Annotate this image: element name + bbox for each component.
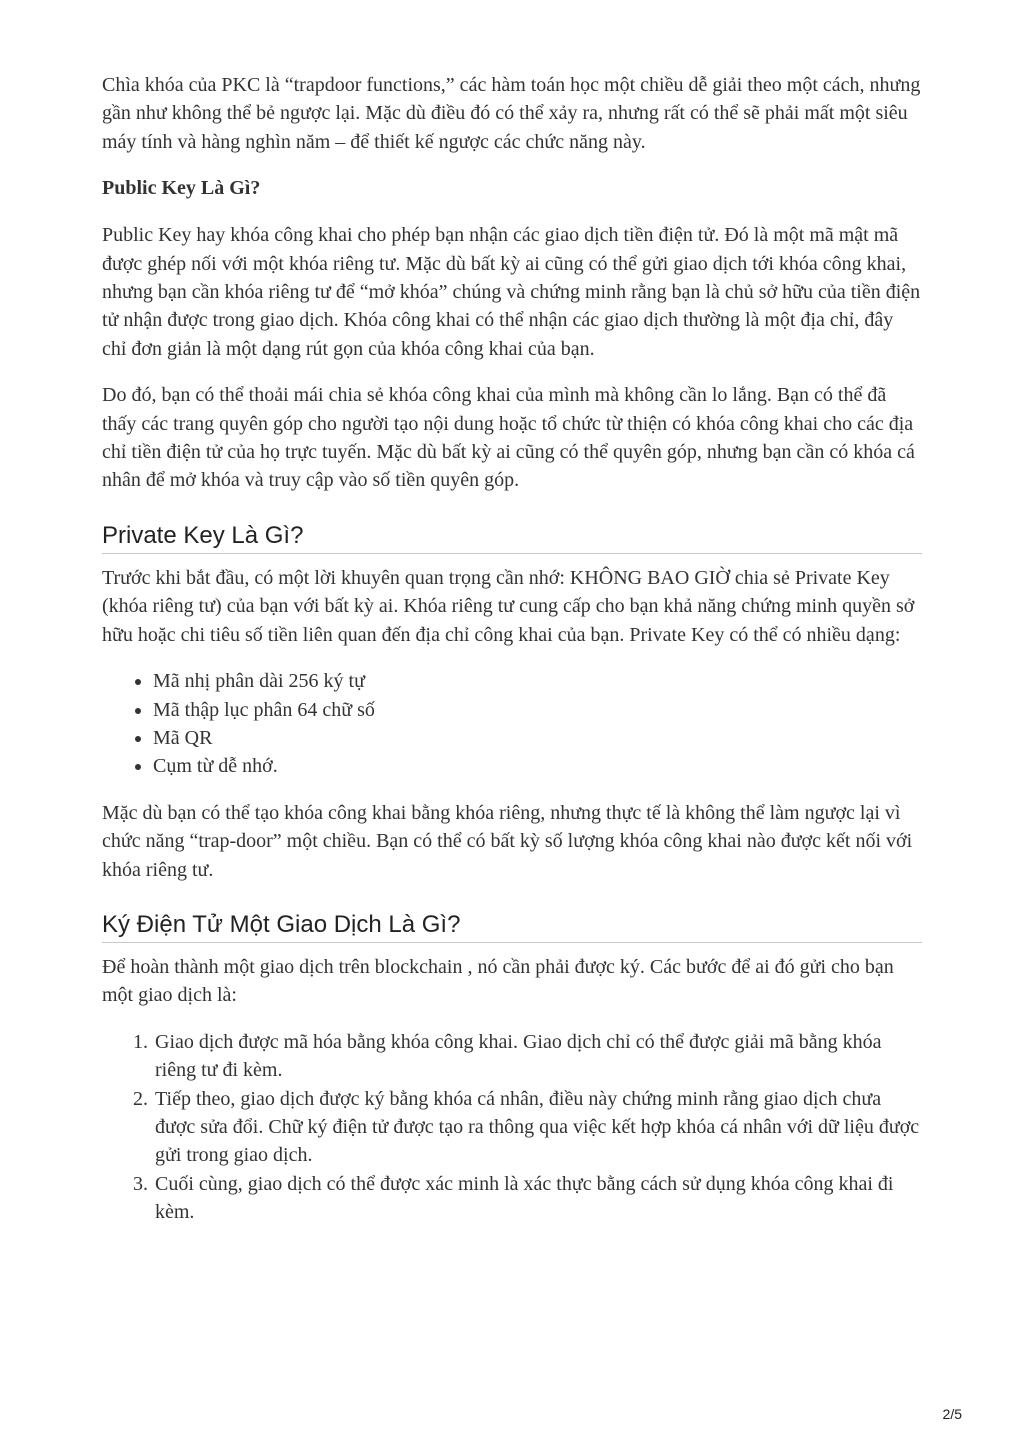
list-item: • Mã thập lục phân 64 chữ số [153,696,922,724]
list-item: 2. Tiếp theo, giao dịch được ký bằng khóa cá nhân, điều này chứng minh rằng giao dịch chưa được sửa đổi. Chữ ký điện tử được tạo ra thông qua việc kết hợp khóa cá nhân với dữ liệu được gửi trong giao dịch. [153,1085,922,1170]
public-key-paragraph-1: Public Key hay khóa công khai cho phép bạn nhận các giao dịch tiền điện tử. Đó là một mã mật mã được ghép nối với một khóa riêng tư. Mặc dù bất kỳ ai cũng có thể gửi giao dịch tới khóa công khai, nhưng bạn cần khóa riêng tư để “mở khóa” chúng và chứng minh rằng bạn là chủ sở hữu của tiền điện tử nhận được trong giao dịch. Khóa công khai có thể nhận các giao dịch thường là một địa chỉ, đây chỉ đơn giản là một dạng rút gọn của khóa công khai của bạn. [102,224,921,360]
private-key-heading: Private Key Là Gì? [102,521,922,554]
public-key-paragraph-2: Do đó, bạn có thể thoải mái chia sẻ khóa công khai của mình mà không cần lo lắng. Bạn có thể đã thấy các trang quyên góp cho người tạo nội dung hoặc tổ chức từ thiện có khóa công khai cho các địa chỉ tiền điện tử của họ trực tuyến. Mặc dù bất kỳ ai cũng có thể quyên góp, nhưng bạn cần có khóa cá nhân để mở khóa và truy cập vào số tiền quyên góp. [102,384,915,492]
list-item: • Mã nhị phân dài 256 ký tự [153,667,922,695]
private-key-paragraph-2: Mặc dù bạn có thể tạo khóa công khai bằng khóa riêng, nhưng thực tế là không thể làm ngược lại vì chức năng “trap-door” một chiều. Bạn có thể có bất kỳ số lượng khóa công khai nào được kết nối với khóa riêng tư. [102,801,913,881]
public-key-heading: Public Key Là Gì? [102,177,261,200]
page-number: 2/5 [942,1406,962,1422]
private-key-paragraph-1: Trước khi bắt đầu, có một lời khuyên quan trọng cần nhớ: KHÔNG BAO GIỜ chia sẻ Private Key (khóa riêng tư) của bạn với bất kỳ ai. Khóa riêng tư cung cấp cho bạn khả năng chứng minh quyền sở hữu hoặc chi tiêu số tiền liên quan đến địa chỉ công khai của bạn. Private Key có thể có nhiều dạng: [102,566,915,646]
signing-steps-list [102,1028,922,1227]
signing-paragraph: Để hoàn thành một giao dịch trên blockchain , nó cần phải được ký. Các bước để ai đó gửi cho bạn một giao dịch là: [102,955,894,1007]
list-item: 3. Cuối cùng, giao dịch có thể được xác minh là xác thực bằng cách sử dụng khóa công khai đi kèm. [153,1170,922,1227]
intro-paragraph: Chìa khóa của PKC là “trapdoor functions,” các hàm toán học một chiều dễ giải theo một cách, nhưng gần như không thể bẻ ngược lại. Mặc dù điều đó có thể xảy ra, nhưng rất có thể sẽ phải mất một siêu máy tính và hàng nghìn năm – để thiết kế ngược các chức năng này. [102,74,921,153]
article-body [102,71,922,1245]
private-key-forms-list [102,667,922,781]
signing-heading: Ký Điện Tử Một Giao Dịch Là Gì? [102,910,922,943]
list-item: 1. Giao dịch được mã hóa bằng khóa công khai. Giao dịch chỉ có thể được giải mã bằng khóa riêng tư đi kèm. [153,1028,922,1085]
list-item: • Mã QR [153,724,922,752]
list-item: • Cụm từ dễ nhớ. [153,752,922,780]
